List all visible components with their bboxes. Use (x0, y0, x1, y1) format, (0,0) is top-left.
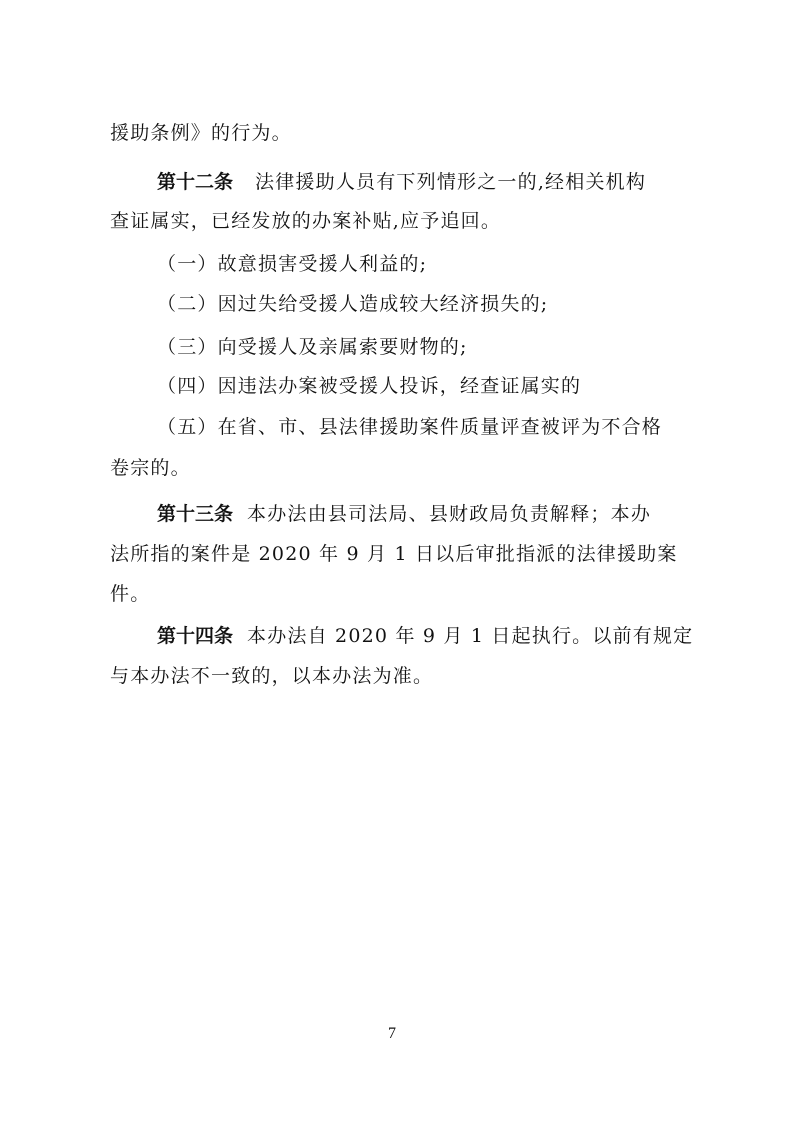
article-12-text-1: 法律援助人员有下列情形之一的,经相关机构 (255, 171, 647, 193)
list-item-5-continuation: 卷宗的。 (110, 457, 191, 479)
article-14-text-1: 本办法自 2020 年 9 月 1 日起执行。以前有规定 (247, 625, 694, 647)
article-14-first-line (157, 624, 693, 648)
list-item-4: （四）因违法办案被受援人投诉，经查证属实的 (157, 375, 582, 397)
list-item-5: （五）在省、市、县法律援助案件质量评查被评为不合格 (157, 416, 663, 438)
article-13-heading: 第十三条 (157, 503, 234, 525)
article-13-first-line (157, 502, 651, 526)
continuation-line: 援助条例》的行为。 (110, 122, 292, 144)
page-number: 7 (388, 1025, 396, 1042)
article-13-text-1: 本办法由县司法局、县财政局负责解释；本办 (247, 503, 652, 525)
article-12-text-2: 查证属实，已经发放的办案补贴,应予追回。 (110, 210, 502, 232)
article-13-text-3: 件。 (110, 583, 151, 605)
article-14-heading: 第十四条 (157, 625, 234, 647)
list-item-1: （一）故意损害受援人利益的; (157, 253, 428, 275)
article-13-text-2: 法所指的案件是 2020 年 9 月 1 日以后审批指派的法律援助案 (110, 543, 678, 565)
article-12-first-line (157, 170, 646, 194)
article-14-text-2: 与本办法不一致的，以本办法为准。 (110, 665, 434, 687)
article-12-heading: 第十二条 (157, 171, 234, 193)
list-item-3: （三）向受援人及亲属索要财物的; (157, 336, 468, 358)
list-item-2: （二）因过失给受援人造成较大经济损失的; (157, 293, 549, 315)
